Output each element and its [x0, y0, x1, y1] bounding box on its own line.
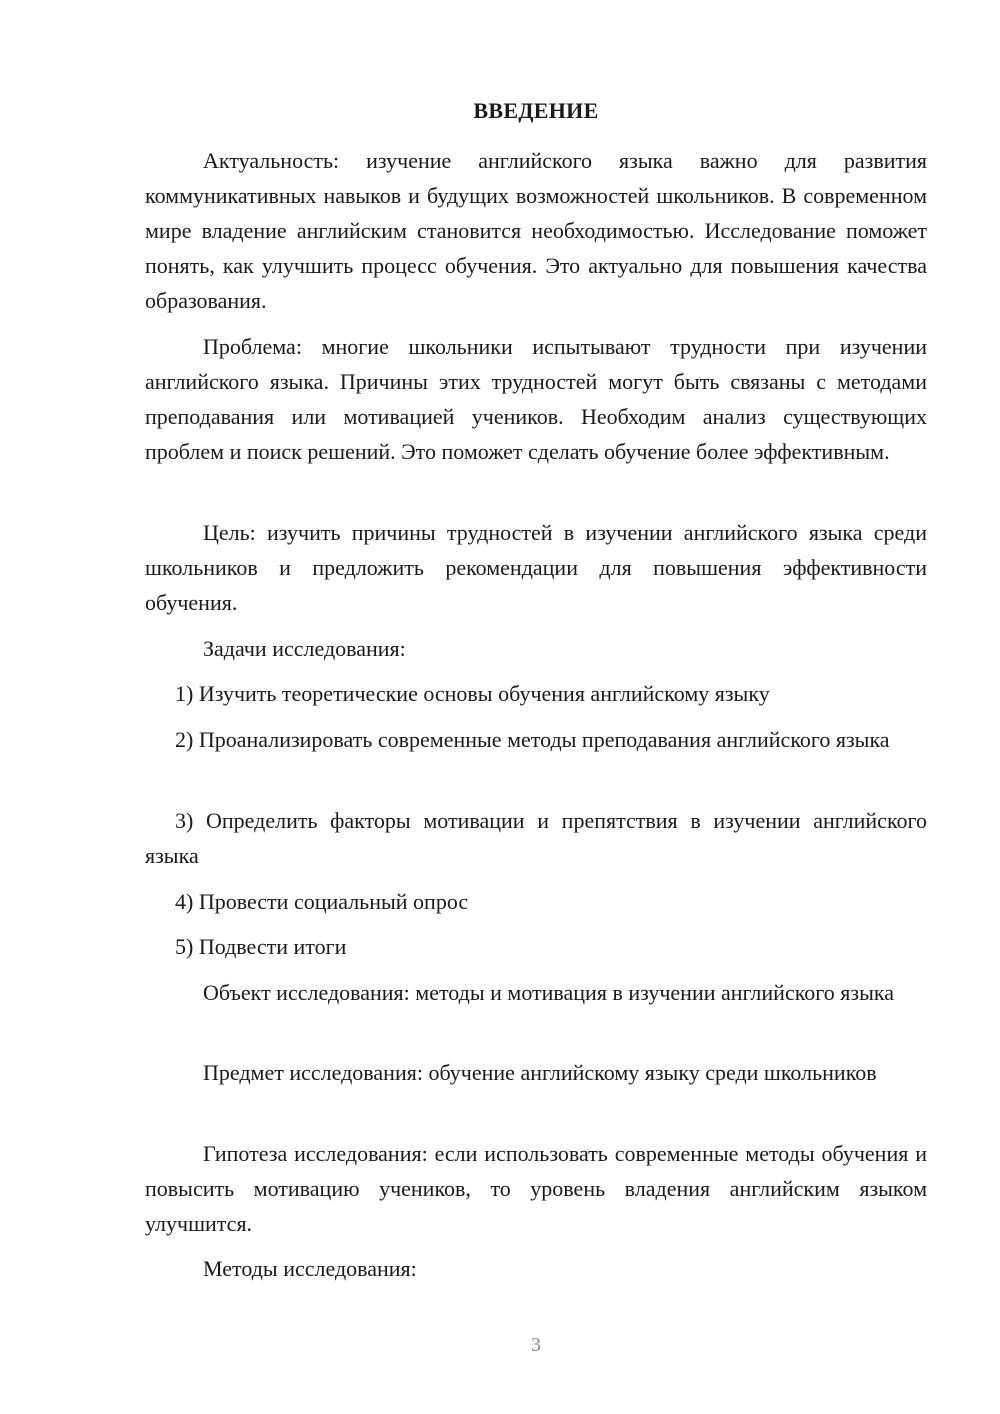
section-heading: ВВЕДЕНИЕ: [473, 98, 599, 123]
task-item-5: 5) Подвести итоги: [175, 934, 347, 959]
paragraph-tasks-intro: Задачи исследования:: [203, 636, 406, 661]
paragraph-problem: Проблема: многие школьники испытывают трудности при изучении английского языка. Причины этих трудностей могут быть связаны с методами преподавания или мотивацией учеников. Необходим анализ существующих проблем и поиск решений. Это поможет сделать обучение более эффективным.: [145, 334, 927, 464]
task-item-3: 3) Определить факторы мотивации и препятствия в изучении английского языка: [145, 808, 927, 868]
paragraph-methods-intro: Методы исследования:: [203, 1256, 417, 1281]
task-item-2: 2) Проанализировать современные методы преподавания английского языка: [175, 727, 890, 752]
task-item-4: 4) Провести социальный опрос: [175, 889, 469, 914]
paragraph-subject: Предмет исследования: обучение английскому языку среди школьников: [203, 1060, 877, 1085]
paragraph-relevance: Актуальность: изучение английского языка важно для развития коммуникативных навыков и будущих возможностей школьников. В современном мире владение английским становится необходимостью. Исследование поможет понять, как улучшить процесс обучения. Это актуально для повышения качества образования.: [145, 148, 927, 313]
page-number: 3: [531, 1334, 541, 1356]
task-item-1: 1) Изучить теоретические основы обучения английскому языку: [175, 681, 770, 706]
paragraph-goal: Цель: изучить причины трудностей в изучении английского языка среди школьников и предложить рекомендации для повышения эффективности обучения.: [145, 520, 927, 615]
document-page: [145, 0, 927, 1414]
paragraph-hypothesis: Гипотеза исследования: если использовать современные методы обучения и повысить мотивацию учеников, то уровень владения английским языком улучшится.: [145, 1141, 927, 1236]
paragraph-object: Объект исследования: методы и мотивация в изучении английского языка: [203, 980, 894, 1005]
